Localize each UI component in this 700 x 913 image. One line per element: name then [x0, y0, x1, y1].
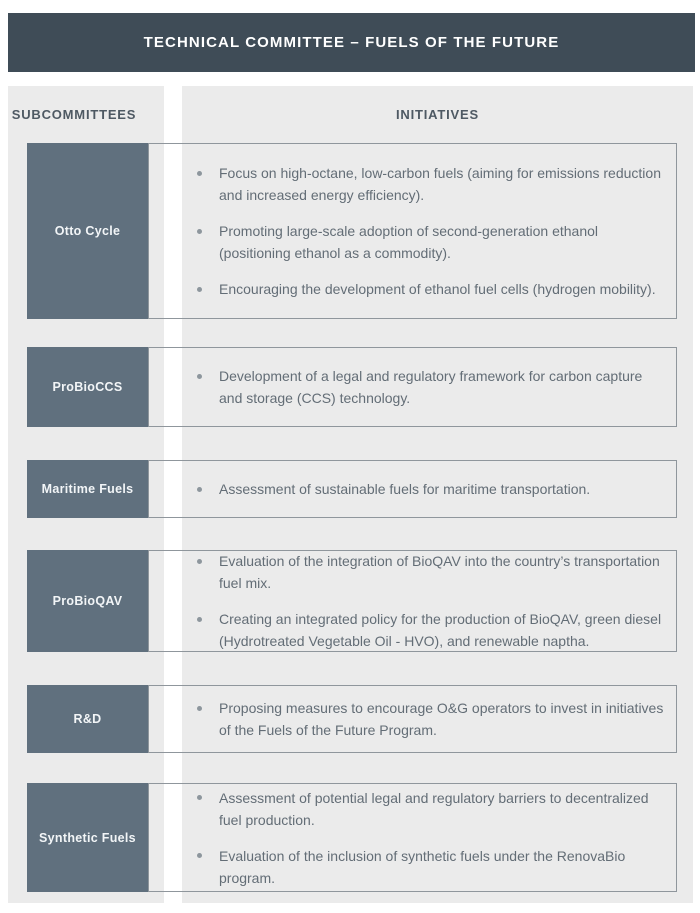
- bullet-icon: [197, 287, 202, 292]
- initiatives-box-probioccs: [148, 347, 677, 427]
- bullet-icon: [197, 559, 202, 564]
- initiatives-box-synthetic-fuels: [148, 783, 677, 892]
- initiatives-box-probioqav: [148, 550, 677, 652]
- initiative-text: Development of a legal and regulatory framework for carbon capture and storage (CCS) technology.: [219, 368, 643, 406]
- initiative-text: Creating an integrated policy for the production of BioQAV, green diesel (Hydrotreated Vegetable Oil - HVO), and renewable naptha.: [219, 611, 662, 649]
- committee-title-bar: [8, 13, 695, 72]
- initiatives-box-rd: [148, 685, 677, 753]
- initiatives-list: [149, 686, 676, 752]
- subcommittee-label-maritime-fuels: Maritime Fuels: [27, 460, 148, 518]
- bullet-icon: [197, 229, 202, 234]
- initiative-item: [219, 608, 664, 652]
- initiative-text: Focus on high-octane, low-carbon fuels (aiming for emissions reduction and increased energy efficiency).: [219, 165, 661, 203]
- bullet-icon: [197, 374, 202, 379]
- initiative-item: [219, 787, 664, 831]
- subcommittee-label-synthetic-fuels: Synthetic Fuels: [27, 783, 148, 892]
- column-header-subcommittees: SUBCOMMITTEES: [11, 107, 137, 122]
- subcommittee-label-probioqav: ProBioQAV: [27, 550, 148, 652]
- table-row-rd: [0, 685, 700, 753]
- initiative-item: [219, 845, 664, 889]
- initiatives-list: [149, 784, 676, 891]
- page-title: TECHNICAL COMMITTEE – FUELS OF THE FUTURE: [143, 34, 560, 51]
- bullet-icon: [197, 795, 202, 800]
- initiative-item: [219, 550, 664, 594]
- initiative-text: Evaluation of the inclusion of synthetic fuels under the RenovaBio program.: [219, 847, 626, 886]
- initiative-item: [219, 365, 664, 409]
- initiative-item: [219, 478, 664, 500]
- initiative-text: Proposing measures to encourage O&G operators to invest in initiatives of the Fuels of the Future Program.: [219, 700, 664, 738]
- initiatives-list: [149, 461, 676, 517]
- table-row-probioccs: [0, 347, 700, 427]
- initiative-text: Promoting large-scale adoption of second-generation ethanol (positioning ethanol as a commodity).: [219, 223, 599, 261]
- initiative-item: [219, 220, 664, 264]
- initiative-item: [219, 697, 664, 741]
- subcommittee-label-probioccs: ProBioCCS: [27, 347, 148, 427]
- initiatives-box-otto-cycle: [148, 143, 677, 319]
- initiatives-list: [149, 551, 676, 651]
- bullet-icon: [197, 487, 202, 492]
- bullet-icon: [197, 706, 202, 711]
- table-row-probioqav: [0, 550, 700, 652]
- initiative-item: [219, 162, 664, 206]
- table-row-maritime-fuels: [0, 460, 700, 518]
- subcommittee-label-rd: R&D: [27, 685, 148, 753]
- column-header-initiatives: INITIATIVES: [396, 107, 479, 122]
- subcommittee-label-otto-cycle: Otto Cycle: [27, 143, 148, 319]
- initiatives-list: [149, 348, 676, 426]
- initiatives-list: [149, 144, 676, 318]
- bullet-icon: [197, 853, 202, 858]
- initiative-text: Assessment of sustainable fuels for maritime transportation.: [219, 481, 591, 497]
- initiatives-box-maritime-fuels: [148, 460, 677, 518]
- initiative-item: [219, 278, 664, 300]
- initiative-text: Evaluation of the integration of BioQAV into the country’s transportation fuel mix.: [219, 553, 660, 591]
- table-row-synthetic-fuels: [0, 783, 700, 892]
- bullet-icon: [197, 617, 202, 622]
- bullet-icon: [197, 171, 202, 176]
- table-row-otto-cycle: [0, 143, 700, 319]
- initiative-text: Assessment of potential legal and regulatory barriers to decentralized fuel production.: [219, 789, 649, 828]
- initiative-text: Encouraging the development of ethanol fuel cells (hydrogen mobility).: [219, 281, 656, 297]
